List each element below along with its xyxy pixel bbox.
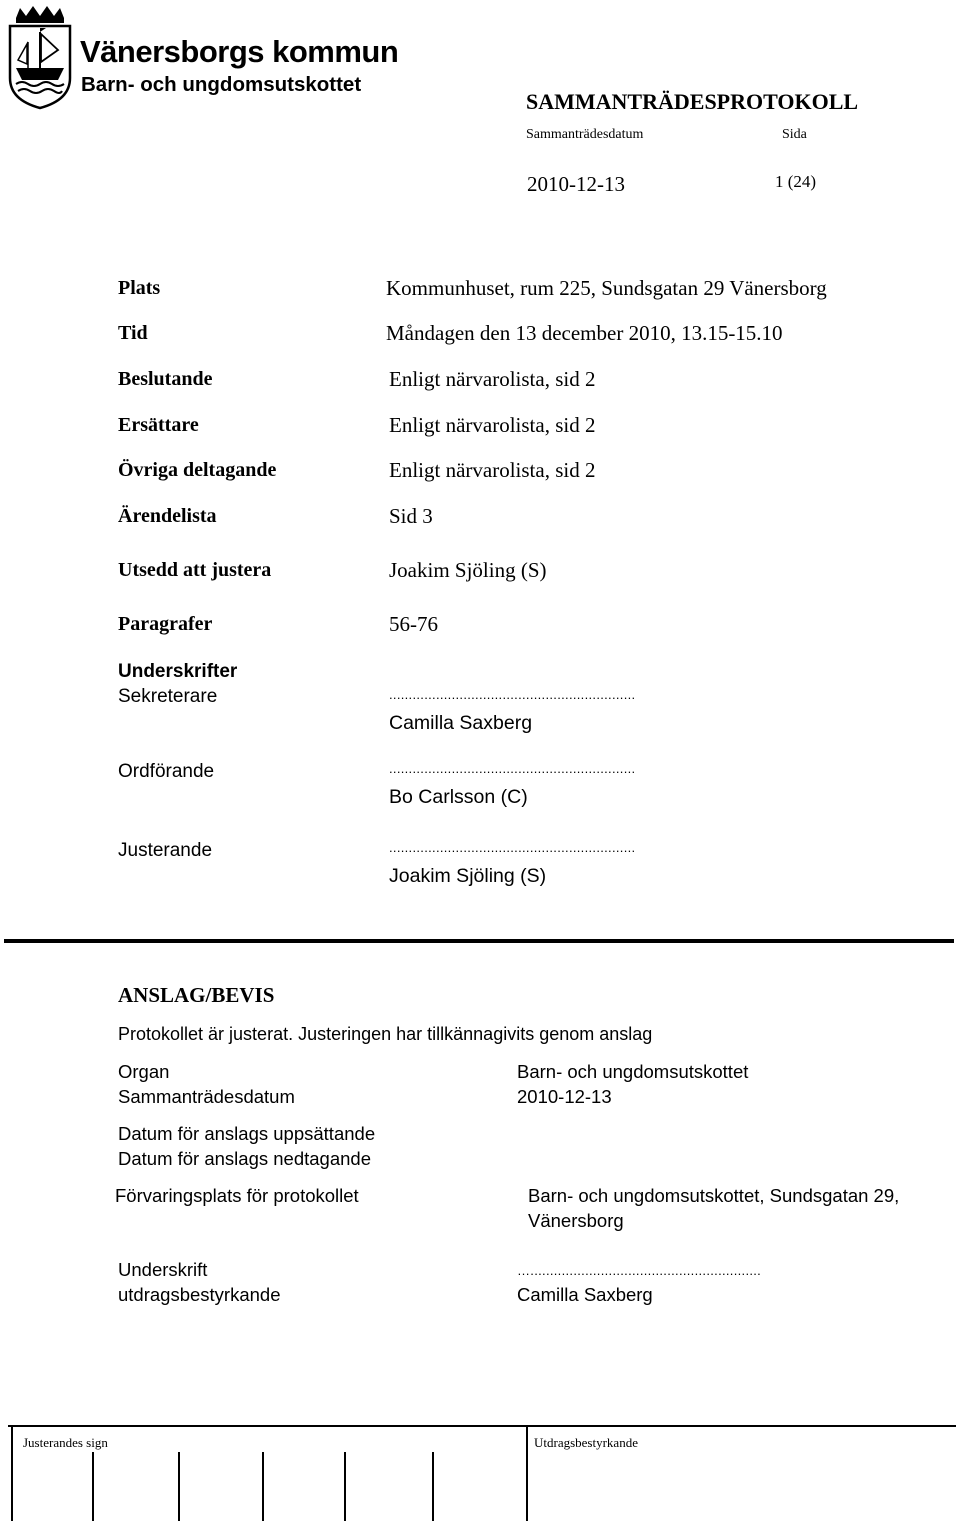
page-number: 1 (24) (775, 172, 817, 191)
municipality-crest-logo (6, 4, 74, 110)
section-divider (4, 939, 954, 943)
signature-line-secretary: ............................................................... (389, 687, 636, 702)
info-label-decision-makers: Beslutande (118, 368, 213, 390)
info-label-adjuster: Utsedd att justera (118, 559, 272, 581)
sign-box-divider (178, 1452, 180, 1521)
info-label-paragraphs: Paragrafer (118, 613, 213, 635)
info-value-agenda: Sid 3 (389, 504, 433, 528)
sign-box-divider (344, 1452, 346, 1521)
page-label: Sida (782, 127, 807, 142)
org-name: Vänersborgs kommun (80, 34, 399, 69)
signature-line-chair: ............................................................... (389, 761, 636, 776)
committee-name: Barn- och ungdomsutskottet (81, 73, 362, 96)
storage-value-line2: Vänersborg (528, 1210, 624, 1231)
storage-value-line1: Barn- och ungdomsutskottet, Sundsgatan 29, (528, 1185, 900, 1206)
footer-middle-divider (526, 1425, 528, 1521)
certification-label-line1: Underskrift (118, 1259, 208, 1280)
signature-name-adjuster: Joakim Sjöling (S) (389, 865, 547, 887)
anslag-date-label: Sammanträdesdatum (118, 1086, 295, 1107)
sign-box-divider (92, 1452, 94, 1521)
info-label-other-participants: Övriga deltagande (118, 459, 277, 481)
info-value-time: Måndagen den 13 december 2010, 13.15-15.10 (386, 321, 783, 345)
info-value-substitutes: Enligt närvarolista, sid 2 (389, 413, 596, 437)
signature-name-chair: Bo Carlsson (C) (389, 786, 528, 808)
storage-label: Förvaringsplats för protokollet (115, 1185, 359, 1206)
removed-date-label: Datum för anslags nedtagande (118, 1148, 372, 1169)
organ-value: Barn- och ungdomsutskottet (517, 1061, 749, 1082)
footer-left-label: Justerandes sign (23, 1435, 108, 1450)
certification-name: Camilla Saxberg (517, 1284, 653, 1305)
organ-label: Organ (118, 1061, 170, 1082)
info-label-agenda: Ärendelista (118, 505, 217, 527)
info-value-paragraphs: 56-76 (389, 612, 438, 636)
posted-date-label: Datum för anslags uppsättande (118, 1123, 376, 1144)
sign-box-divider (262, 1452, 264, 1521)
sign-box-divider (432, 1452, 434, 1521)
info-label-time: Tid (118, 322, 148, 344)
footer-right-label: Utdragsbestyrkande (534, 1435, 638, 1450)
document-type-title: SAMMANTRÄDESPROTOKOLL (526, 89, 859, 114)
signature-line-adjuster: ............................................................... (389, 840, 636, 855)
footer-left-border (11, 1425, 13, 1521)
meeting-date: 2010-12-13 (527, 172, 625, 196)
info-value-other-participants: Enligt närvarolista, sid 2 (389, 458, 596, 482)
certification-label-line2: utdragsbestyrkande (118, 1284, 281, 1305)
anslag-statement: Protokollet är justerat. Justeringen har tillkännagivits genom anslag (118, 1024, 653, 1044)
date-label: Sammanträdesdatum (526, 127, 644, 142)
signature-name-secretary: Camilla Saxberg (389, 712, 533, 734)
anslag-date-value: 2010-12-13 (517, 1086, 612, 1107)
signature-role-adjuster: Justerande (118, 840, 213, 861)
info-value-adjuster: Joakim Sjöling (S) (389, 558, 547, 582)
signature-role-chair: Ordförande (118, 761, 215, 782)
signature-role-secretary: Sekreterare (118, 686, 218, 707)
anslag-heading: ANSLAG/BEVIS (118, 983, 275, 1007)
info-label-place: Plats (118, 277, 161, 299)
certification-signature-line: …........................................................... (517, 1263, 762, 1278)
signatures-heading: Underskrifter (118, 661, 238, 682)
info-value-place: Kommunhuset, rum 225, Sundsgatan 29 Vänersborg (386, 276, 827, 300)
info-value-decision-makers: Enligt närvarolista, sid 2 (389, 367, 596, 391)
info-label-substitutes: Ersättare (118, 414, 199, 436)
footer-top-rule (8, 1425, 956, 1427)
